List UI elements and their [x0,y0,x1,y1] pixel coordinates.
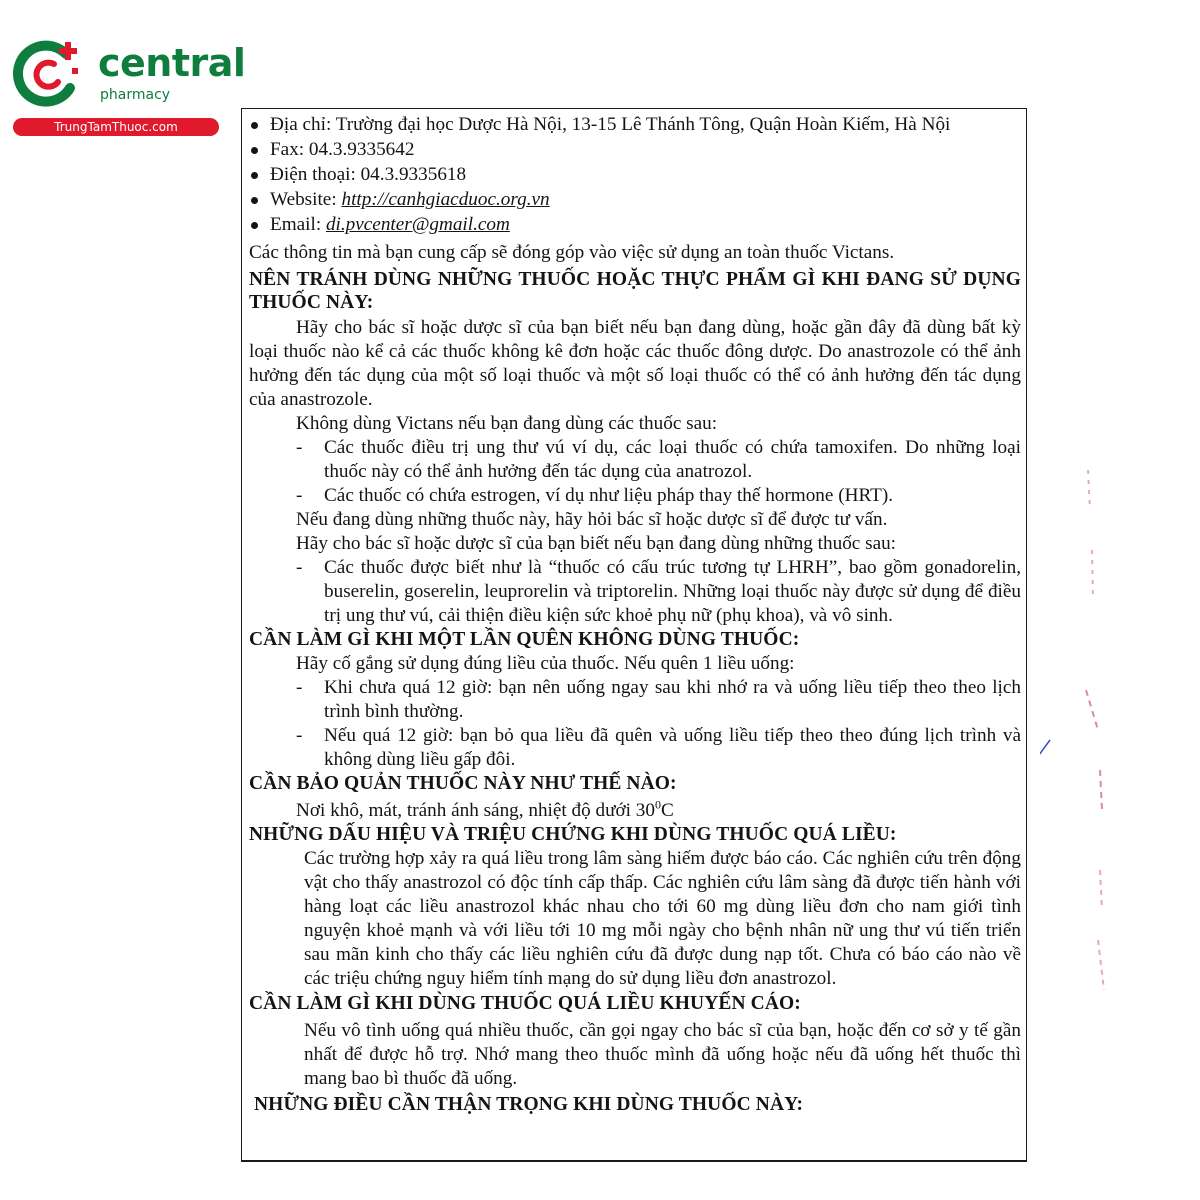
section-heading-storage: CẦN BẢO QUẢN THUỐC NÀY NHƯ THẾ NÀO: [249,773,677,794]
logo-subtitle: pharmacy [100,87,171,103]
storage-text [249,799,1021,823]
avoid-item-2: - Các thuốc có chứa estrogen, ví dụ như liệu pháp thay thế hormone (HRT). [249,484,1021,508]
pharmacy-logo [10,36,246,136]
contact-fax: Fax: 04.3.9335642 [249,138,1021,163]
contact-list [249,113,1021,238]
logo-mark-icon [10,36,88,114]
storage-degree: 0 [654,797,661,812]
storage-text-main: Nơi khô, mát, tránh ánh sáng, nhiệt độ dưới 30 [296,800,655,821]
section-heading-precautions: NHỮNG ĐIỀU CẦN THẬN TRỌNG KHI DÙNG THUỐC NÀY: [254,1094,804,1115]
avoid-ask: Nếu đang dùng những thuốc này, hãy hỏi bác sĩ hoặc dược sĩ để được tư vấn. [296,509,888,530]
missed-intro: Hãy cố gắng sử dụng đúng liều của thuốc. Nếu quên 1 liều uống: [296,653,795,674]
missed-item-1: - Khi chưa quá 12 giờ: bạn nên uống ngay sau khi nhớ ra và uống liều tiếp theo theo lịch trình bình thường. [249,676,1021,724]
contact-website-item [249,188,1021,213]
storage-unit: C [660,800,674,821]
website-label: Website: [270,189,342,210]
contact-email-item [249,213,1021,238]
email-label: Email: [270,214,326,235]
contact-phone: Điện thoại: 04.3.9335618 [249,163,1021,188]
leaflet-page [249,113,1021,1161]
section-heading-avoid: NÊN TRÁNH DÙNG NHỮNG THUỐC HOẶC THỰC PHẨM GÌ KHI ĐANG SỬ DỤNG THUỐC NÀY: [249,269,1021,313]
email-link[interactable]: di.pvcenter@gmail.com [325,214,510,235]
section-heading-overdose-action: CẦN LÀM GÌ KHI DÙNG THUỐC QUÁ LIỀU KHUYẾN CÁO: [249,993,801,1014]
missed-item-2: - Nếu quá 12 giờ: bạn bỏ qua liều đã quên và uống liều tiếp theo theo đúng lịch trình và không dùng liều gấp đôi. [249,724,1021,772]
avoid-item-1: - Các thuốc điều trị ung thư vú ví dụ, các loại thuốc có chứa tamoxifen. Do những loại thuốc này có thể ảnh hưởng đến tác dụng của anatrozol. [249,436,1021,484]
contact-address: Địa chỉ: Trường đại học Dược Hà Nội, 13-15 Lê Thánh Tông, Quận Hoàn Kiếm, Hà Nội [249,113,1021,138]
website-link[interactable]: http://canhgiacduoc.org.vn [341,189,550,210]
overdose-action-text: Nếu vô tình uống quá nhiều thuốc, cần gọi ngay cho bác sĩ của bạn, hoặc đến cơ sở y tế gần nhất để được hỗ trợ. Nhớ mang theo thuốc mình đã uống hoặc nếu đã uống hết thuốc thì mang bao bì thuốc đã uống. [304,1020,1021,1089]
avoid-do-not-use: Không dùng Victans nếu bạn đang dùng các thuốc sau: [296,413,718,434]
avoid-item-3: - Các thuốc được biết như là “thuốc có cấu trúc tương tự LHRH”, bao gồm gonadorelin, buserelin, goserelin, leuprorelin và triptorelin. Những loại thuốc này được sử dụng để điều trị ung thư vú, cải thiện điều kiện sức khoẻ phụ nữ (phụ khoa), và vô sinh. [249,556,1021,628]
margin-marks [1040,470,1120,1030]
logo-name: central [98,41,246,85]
logo-url-banner[interactable]: TrungTamThuoc.com [13,118,219,136]
avoid-intro: Hãy cho bác sĩ hoặc dược sĩ của bạn biết nếu bạn đang dùng, hoặc gần đây đã dùng bất kỳ loại thuốc nào kể cả các thuốc không kê đơn hoặc các thuốc đông dược. Do anastrozole có thể ảnh hưởng đến tác dụng của một số loại thuốc và một số loại thuốc có thể có ảnh hưởng đến tác dụng của anastrozole. [249,317,1021,410]
section-heading-overdose-signs: NHỮNG DẤU HIỆU VÀ TRIỆU CHỨNG KHI DÙNG THUỐC QUÁ LIỀU: [249,824,897,845]
overdose-signs-text: Các trường hợp xảy ra quá liều trong lâm sàng hiếm được báo cáo. Các nghiên cứu trên động vật cho thấy anastrozol có độc tính cấp thấp. Các nghiên cứu lâm sàng đã được tiến hành với hàng loạt các liều anastrozol khác nhau cho tới 60 mg dùng liều đơn cho nam giới tình nguyện khoẻ mạnh và với liều tới 10 mg mỗi ngày cho bệnh nhân nữ ung thư vú tiến triển sau mãn kinh cho thấy các liều nghiên cứu đã được dung nạp tốt. Chưa có báo cáo nào về các triệu chứng nguy hiểm tính mạng do sử dụng liều đơn anastrozol. [304,848,1021,989]
section-heading-missed: CẦN LÀM GÌ KHI MỘT LẦN QUÊN KHÔNG DÙNG THUỐC: [249,629,800,650]
contact-note: Các thông tin mà bạn cung cấp sẽ đóng góp vào việc sử dụng an toàn thuốc Victans. [249,242,895,263]
avoid-tell: Hãy cho bác sĩ hoặc dược sĩ của bạn biết nếu bạn đang dùng những thuốc sau: [296,533,897,554]
